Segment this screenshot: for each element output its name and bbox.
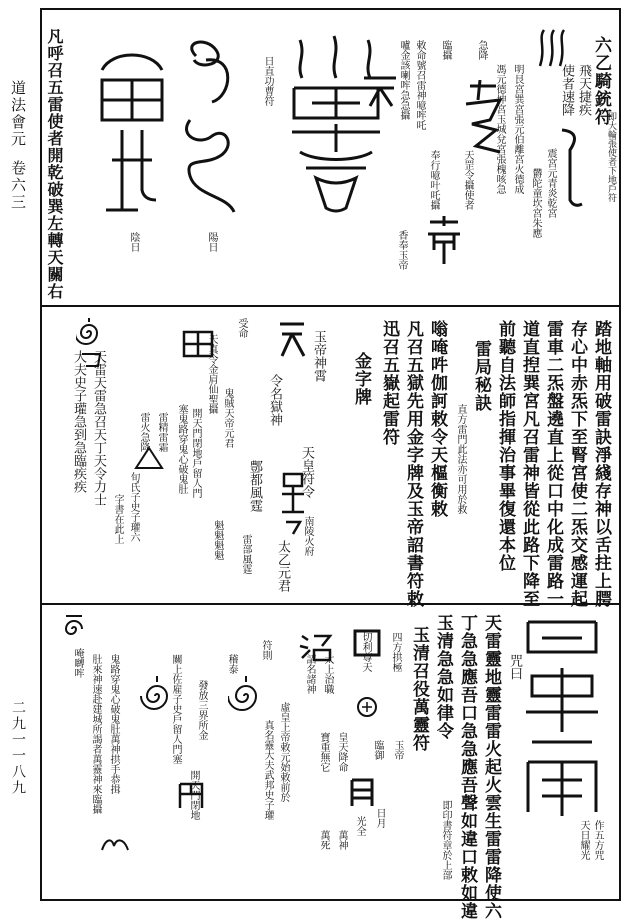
page-number: 二九一一八九 [10,700,26,796]
text-column: 旬氏子史子瓘六 [128,472,139,542]
text-column: 嗡唵吽伽訶敕令天樞衡敕 [427,320,447,518]
text-column: 陰日 [128,232,139,252]
talisman-huang-glyph [278,468,308,538]
talisman-di-glyph [424,216,464,266]
text-column: 存心中赤炁下至腎宮使二炁交感運起 [567,320,587,608]
talisman-cloud-glyph [100,836,130,856]
text-column: 臨攝 [440,40,451,60]
text-column: 臨御 [372,740,383,760]
talisman-glyph-dragon [460,80,506,158]
text-column: 明艮宮巽宮張元伯離宮火德成 [512,64,523,194]
text-column: 萬神 [336,830,347,850]
text-column: 雷局秘訣 [471,340,491,412]
text-column: 鬼路穿鬼心破鬼肚萬神拱手恭揖 [108,654,119,794]
text-column: 字書在此上 [112,494,123,544]
text-column: 作五方咒 [592,820,603,860]
text-column: 肚來神速赴建城所謁者萬靈神來臨攝 [90,654,101,814]
talisman-tian-box [182,330,214,358]
text-column: 即印書符章於上部 [440,800,451,880]
text-column: 太乙元君 [275,540,290,592]
text-column: 踏地軸用破雷訣淨綫存神以舌拄上腭 [591,320,611,608]
talisman-zhi-glyph [298,630,334,662]
text-column: 玉帝 [392,740,403,760]
talisman-tian-small [276,318,308,358]
text-column: 切利尊天 [360,632,371,672]
talisman-glyph-hook [556,120,586,210]
text-column: 直方雷門此法亦可用於救 [455,404,466,514]
text-column: 天真令金肩仙聖攝 [206,334,217,414]
book-title: 道法會元 [9,80,27,148]
text-column: 使者速降 [559,64,574,116]
text-column: 玉清急急如律令 [433,614,453,740]
talisman-gate-glyph [176,780,206,810]
text-column: 迅召五嶽起雷符 [379,320,399,446]
text-column: 光全 [354,816,365,836]
text-column: 開天門閉地戶留人門 [190,408,201,498]
text-column: 咒曰 [507,654,522,680]
text-column: 日直功曹符 [262,56,273,106]
text-column: 日月 [374,808,385,828]
talisman-glyph-shan [536,28,570,68]
volume-label: 卷六三 [9,160,27,211]
text-column: 凡召五獄先用金字牌及玉帝詔書符敕 [403,320,423,608]
text-column: 開天門閉地 [188,770,199,820]
text-column: 關上佐雇子史戶留人門塞 [170,654,181,764]
text-column: 天罡令攝使者 [462,150,473,210]
text-column: 詔名諸神 [304,654,315,694]
text-column: 唵嚩哰 [72,648,83,678]
text-column: 大夫史子瓘急到急臨疾疾 [71,350,86,493]
text-column: 符則 [260,640,271,660]
text-column: 丁急急應吾口急急應吾聲如違口敕如違 [457,614,477,920]
text-column: 雷部風霆 [240,534,251,574]
text-column: 敕命號召雷神噫哰吒 [414,40,425,130]
talisman-spiral-corner [62,614,86,644]
talisman-note: 即大輪張使者下地戶符 [606,112,616,202]
text-column: 前聽自法師指揮治事畢復還本位 [495,320,515,572]
text-column: 凡呼召五雷使者開乾破巽左轉天關右 [45,28,64,300]
text-column: 陽日 [206,232,217,252]
talisman-yue-glyph [344,776,378,810]
text-column: 四方拱極 [390,632,401,672]
text-column: 令名獄神 [267,374,282,426]
text-column: 南陵火府 [302,516,313,556]
talisman-title: 六乙騎銃符 [591,36,611,126]
text-column: 太上治職 [322,654,333,694]
text-column: 虛皇上帝敕元始敕前於 [278,702,289,802]
text-column: 急降 [476,40,487,60]
talisman-circle-seal [356,696,378,718]
text-column: 真名靈大夫武邦史子瓘 [262,720,273,820]
talisman-tian-glyph [360,72,400,108]
text-column: 飛天捷疾 [576,64,591,116]
text-column: 天皇符令 [299,446,314,498]
text-column: 稽泰 [226,654,237,674]
panel-divider-top [40,305,621,307]
talisman-spiral-left [140,676,174,716]
text-column: 天雷靈地靈雷雷火起火雲生雷雷降使六 [481,614,501,920]
text-column: 震宮元青炎乾宮 [545,148,556,218]
text-column: 受命 [236,318,247,338]
text-column: 道直揑巽宮凡召雷神皆從此路下降至 [519,320,539,608]
text-column: 天雷天雷急召天丁天令力士 [91,350,106,506]
text-column: 皇天降命 [336,732,347,772]
text-column: 魁魁魁魁 [212,520,223,560]
text-column: 鄷都風霆 [247,460,262,512]
text-column: 嚧金該喇哰急急攝 [398,40,409,120]
text-column: 雷精雷霜 [156,412,167,452]
talisman-hook-small [80,352,102,368]
text-column: 雷火急降 [138,412,149,452]
text-column: 寶重無它 [318,732,329,772]
talisman-spiral-large [228,676,264,716]
text-column: 欝陀童坎宮朱應 [530,168,541,238]
text-column: 香奉玉帝 [396,230,407,270]
text-column: 玉帝神霄 [311,330,326,382]
text-column: 塞鬼路穿鬼心破鬼肚 [176,404,187,494]
text-column: 發放三界所金 [196,680,207,740]
talisman-triangle [134,446,164,470]
talisman-spiral [76,318,102,348]
text-column: 鬼賊天帝元君 [222,388,233,448]
text-column: 馮元德坤宮玉城兌宮張槐咳急 [494,64,505,194]
text-column: 金字牌 [351,352,371,406]
text-column: 奉行噫叶吒攝 [428,150,439,210]
talisman-large-tian [522,612,602,822]
talisman-mouth-box [352,628,382,658]
text-column: 玉清召役萬靈符 [409,626,429,752]
text-column: 雷車二炁盤遶直上從口中化成雷路一 [543,320,563,608]
text-column: 天日耀光 [578,820,589,860]
text-column: 萬死 [318,830,329,850]
talisman-large-seal [286,28,386,218]
talisman-sun-scroll [176,36,246,216]
talisman-moon-lattice [92,40,172,220]
